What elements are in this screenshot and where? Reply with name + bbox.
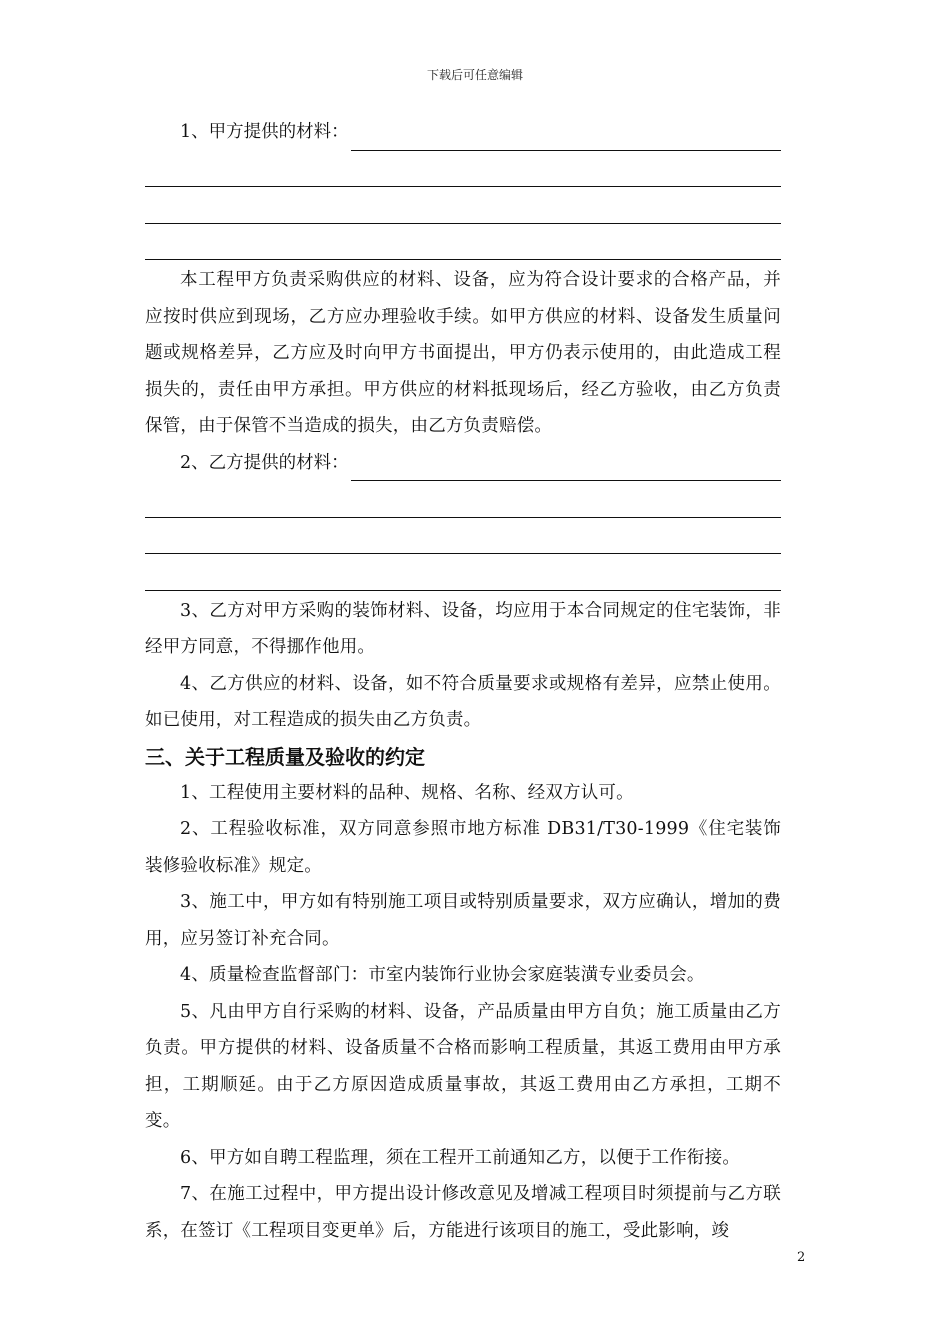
page-number: 2 [797, 1250, 806, 1265]
quality-item: 5、凡由甲方自行采购的材料、设备，产品质量由甲方自负；施工质量由乙方负责。甲方提供的材料、设备质量不合格而影响工程质量，其返工费用由甲方承担，工期顺延。由于乙方原因造成质量事故，其返工费用由乙方承担，工期不变。 [145, 1001, 781, 1131]
party-b-materials-label: 2、乙方提供的材料： [180, 452, 349, 473]
quality-item: 1、工程使用主要材料的品种、规格、名称、经双方认可。 [180, 782, 634, 803]
page-header: 下载后可任意编辑 [426, 68, 523, 82]
fill-in-blank-line [145, 151, 781, 188]
quality-item: 4、质量检查监督部门：市室内装饰行业协会家庭装潢专业委员会。 [180, 965, 705, 985]
fill-in-blank-line [145, 554, 781, 591]
quality-item: 2、工程验收标准，双方同意参照市地方标准 DB31/T30-1999《住宅装饰装修验收标准》规定。 [145, 819, 781, 876]
party-a-materials-line [145, 114, 781, 151]
party-b-materials-line [145, 445, 781, 482]
materials-item-4: 4、乙方供应的材料、设备，如不符合质量要求或规格有差异，应禁止使用。如已使用，对工程造成的损失由乙方负责。 [145, 673, 781, 730]
document-body [145, 114, 781, 1249]
fill-in-blank-line [145, 481, 781, 518]
fill-in-underline [351, 455, 781, 481]
quality-item: 3、施工中，甲方如有特别施工项目或特别质量要求，双方应确认，增加的费用，应另签订补充合同。 [145, 892, 781, 949]
quality-item: 7、在施工过程中，甲方提出设计修改意见及增减工程项目时须提前与乙方联系，在签订《工程项目变更单》后，方能进行该项目的施工，受此影响，竣 [145, 1184, 781, 1241]
quality-item: 6、甲方如自聘工程监理，须在工程开工前通知乙方，以便于工作衔接。 [180, 1147, 741, 1168]
section-heading-quality: 三、关于工程质量及验收的约定 [145, 744, 425, 769]
fill-in-blank-line [145, 187, 781, 224]
fill-in-blank-line [145, 224, 781, 261]
fill-in-underline [351, 125, 781, 151]
party-a-materials-paragraph: 本工程甲方负责采购供应的材料、设备，应为符合设计要求的合格产品，并应按时供应到现场，乙方应办理验收手续。如甲方供应的材料、设备发生质量问题或规格差异，乙方应及时向甲方书面提出，甲方仍表示使用的，由此造成工程损失的，责任由甲方承担。甲方供应的材料抵现场后，经乙方验收，由乙方负责保管，由于保管不当造成的损失，由乙方负责赔偿。 [145, 270, 781, 436]
materials-item-3: 3、乙方对甲方采购的装饰材料、设备，均应用于本合同规定的住宅装饰，非经甲方同意，不得挪作他用。 [145, 600, 781, 657]
fill-in-blank-line [145, 518, 781, 555]
party-a-materials-label: 1、甲方提供的材料： [180, 122, 349, 142]
